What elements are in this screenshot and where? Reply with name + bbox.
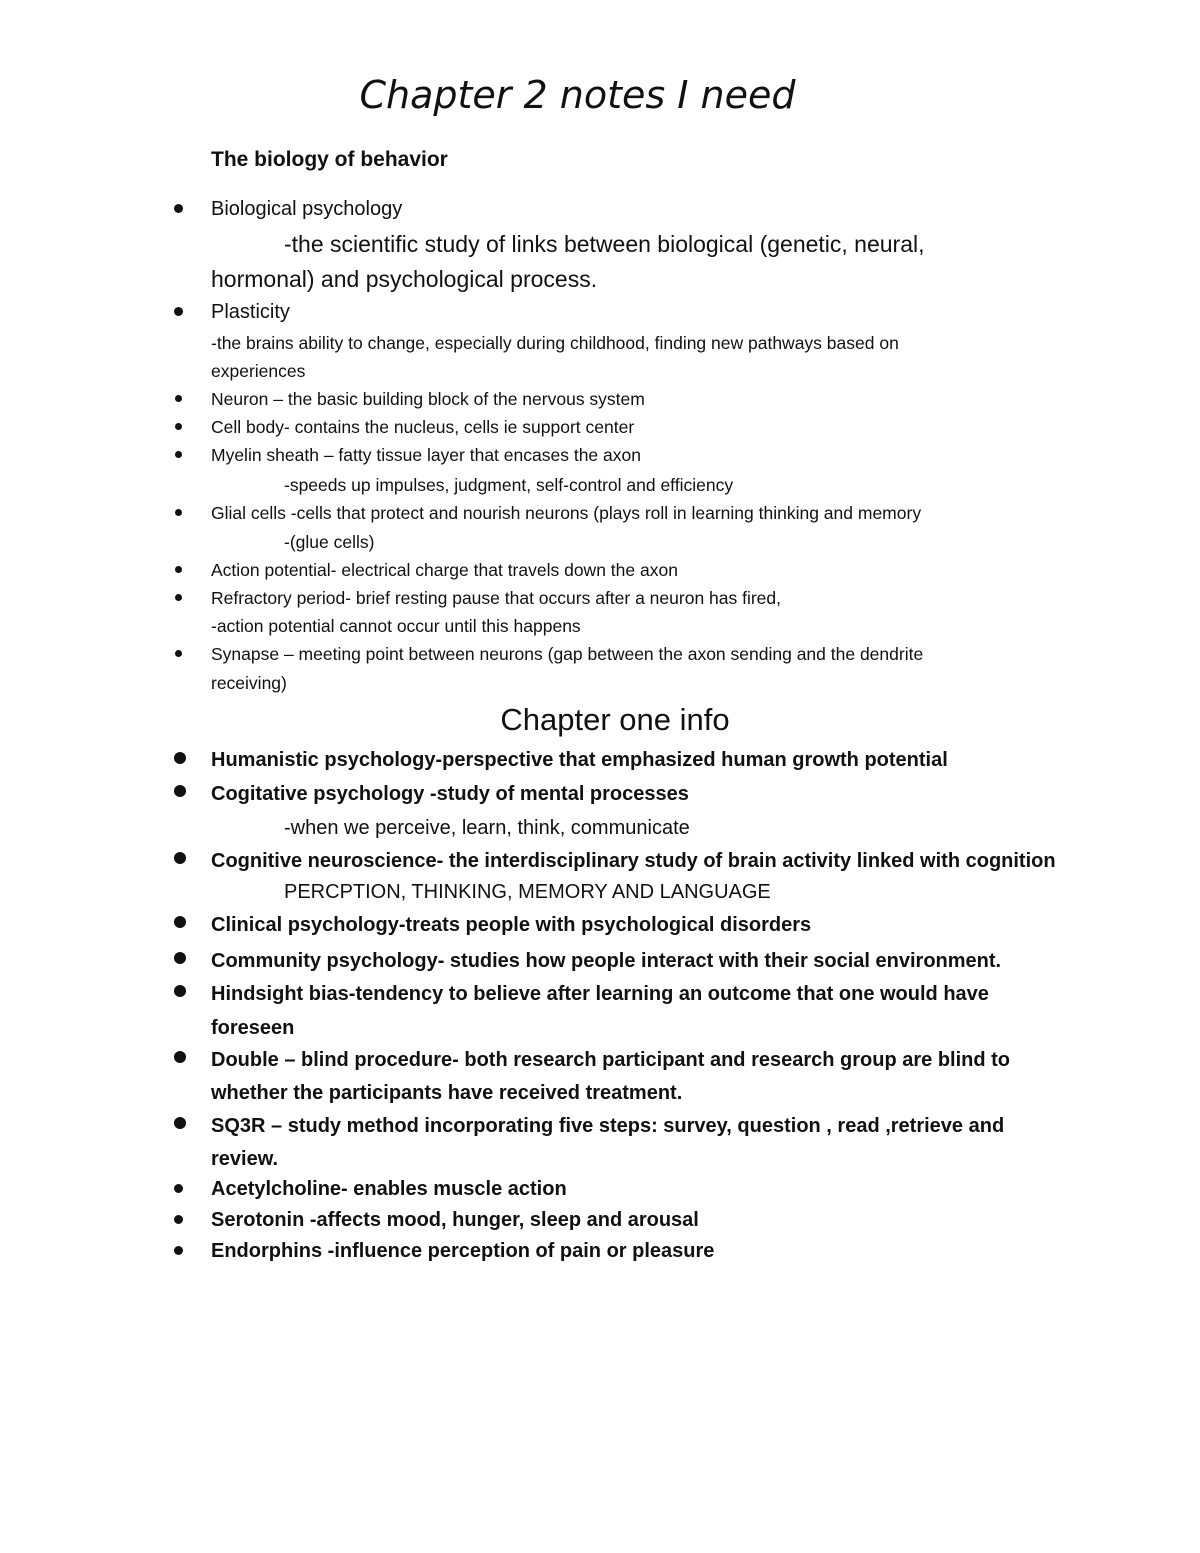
bullet-icon: [174, 1246, 183, 1255]
bullet-icon: [175, 509, 182, 516]
note-line: Clinical psychology-treats people with psychological disorders: [211, 914, 812, 936]
note-line: -the scientific study of links between biological (genetic, neural,: [284, 231, 925, 257]
section-subtitle: The biology of behavior: [211, 148, 448, 171]
note-line: SQ3R – study method incorporating five steps: survey, question , read ,retrieve and: [211, 1115, 1005, 1137]
document-title: Chapter 2 notes I need: [359, 73, 796, 117]
bullet-icon: [174, 852, 186, 864]
bullet-icon: [174, 1184, 183, 1193]
note-line: -the brains ability to change, especially during childhood, finding new pathways based on: [211, 333, 899, 353]
note-line: Endorphins -influence perception of pain or pleasure: [211, 1240, 715, 1262]
note-line: hormonal) and psychological process.: [211, 266, 598, 292]
bullet-icon: [174, 307, 183, 316]
note-line: Cognitive neuroscience- the interdisciplinary study of brain activity linked with cognition: [211, 850, 1056, 872]
note-line: Plasticity: [211, 301, 290, 323]
note-line: Cogitative psychology -study of mental processes: [211, 783, 689, 805]
note-line: Double – blind procedure- both research participant and research group are blind to: [211, 1049, 1011, 1071]
bullet-icon: [174, 1117, 186, 1129]
note-line: Humanistic psychology-perspective that emphasized human growth potential: [211, 749, 948, 771]
note-line: whether the participants have received treatment.: [211, 1082, 683, 1104]
bullet-icon: [174, 785, 186, 797]
note-line: receiving): [211, 673, 287, 693]
section-heading: Chapter one info: [500, 702, 730, 737]
bullet-icon: [174, 916, 186, 928]
note-line: -action potential cannot occur until this happens: [211, 616, 581, 636]
note-line: Action potential- electrical charge that travels down the axon: [211, 560, 678, 580]
bullet-icon: [175, 650, 182, 657]
bullet-icon: [175, 395, 182, 402]
note-line: -(glue cells): [284, 532, 375, 552]
note-line: Myelin sheath – fatty tissue layer that encases the axon: [211, 445, 641, 465]
note-line: -speeds up impulses, judgment, self-control and efficiency: [284, 475, 734, 495]
bullet-icon: [174, 204, 183, 213]
bullet-icon: [174, 1215, 183, 1224]
note-line: foreseen: [211, 1017, 295, 1039]
note-line: review.: [211, 1148, 279, 1170]
bullet-icon: [175, 451, 182, 458]
note-line: Biological psychology: [211, 198, 403, 220]
note-line: Cell body- contains the nucleus, cells ie support center: [211, 417, 635, 437]
note-line: Refractory period- brief resting pause that occurs after a neuron has fired,: [211, 588, 782, 608]
bullet-icon: [175, 566, 182, 573]
bullet-icon: [174, 1051, 186, 1063]
bullet-icon: [175, 423, 182, 430]
bullet-icon: [174, 952, 186, 964]
note-line: Serotonin -affects mood, hunger, sleep and arousal: [211, 1209, 699, 1231]
bullet-icon: [175, 594, 182, 601]
note-line: Acetylcholine- enables muscle action: [211, 1178, 567, 1200]
note-line: experiences: [211, 361, 306, 381]
note-line: -when we perceive, learn, think, communicate: [284, 817, 690, 839]
note-line: Hindsight bias-tendency to believe after learning an outcome that one would have: [211, 983, 989, 1005]
note-line: Neuron – the basic building block of the nervous system: [211, 389, 645, 409]
note-line: Community psychology- studies how people interact with their social environment.: [211, 950, 1002, 972]
note-line: Glial cells -cells that protect and nourish neurons (plays roll in learning thinking and memory: [211, 503, 922, 523]
bullet-icon: [174, 985, 186, 997]
bullet-icon: [174, 752, 186, 764]
note-line: PERCPTION, THINKING, MEMORY AND LANGUAGE: [284, 881, 771, 903]
note-line: Synapse – meeting point between neurons (gap between the axon sending and the dendrite: [211, 644, 924, 664]
